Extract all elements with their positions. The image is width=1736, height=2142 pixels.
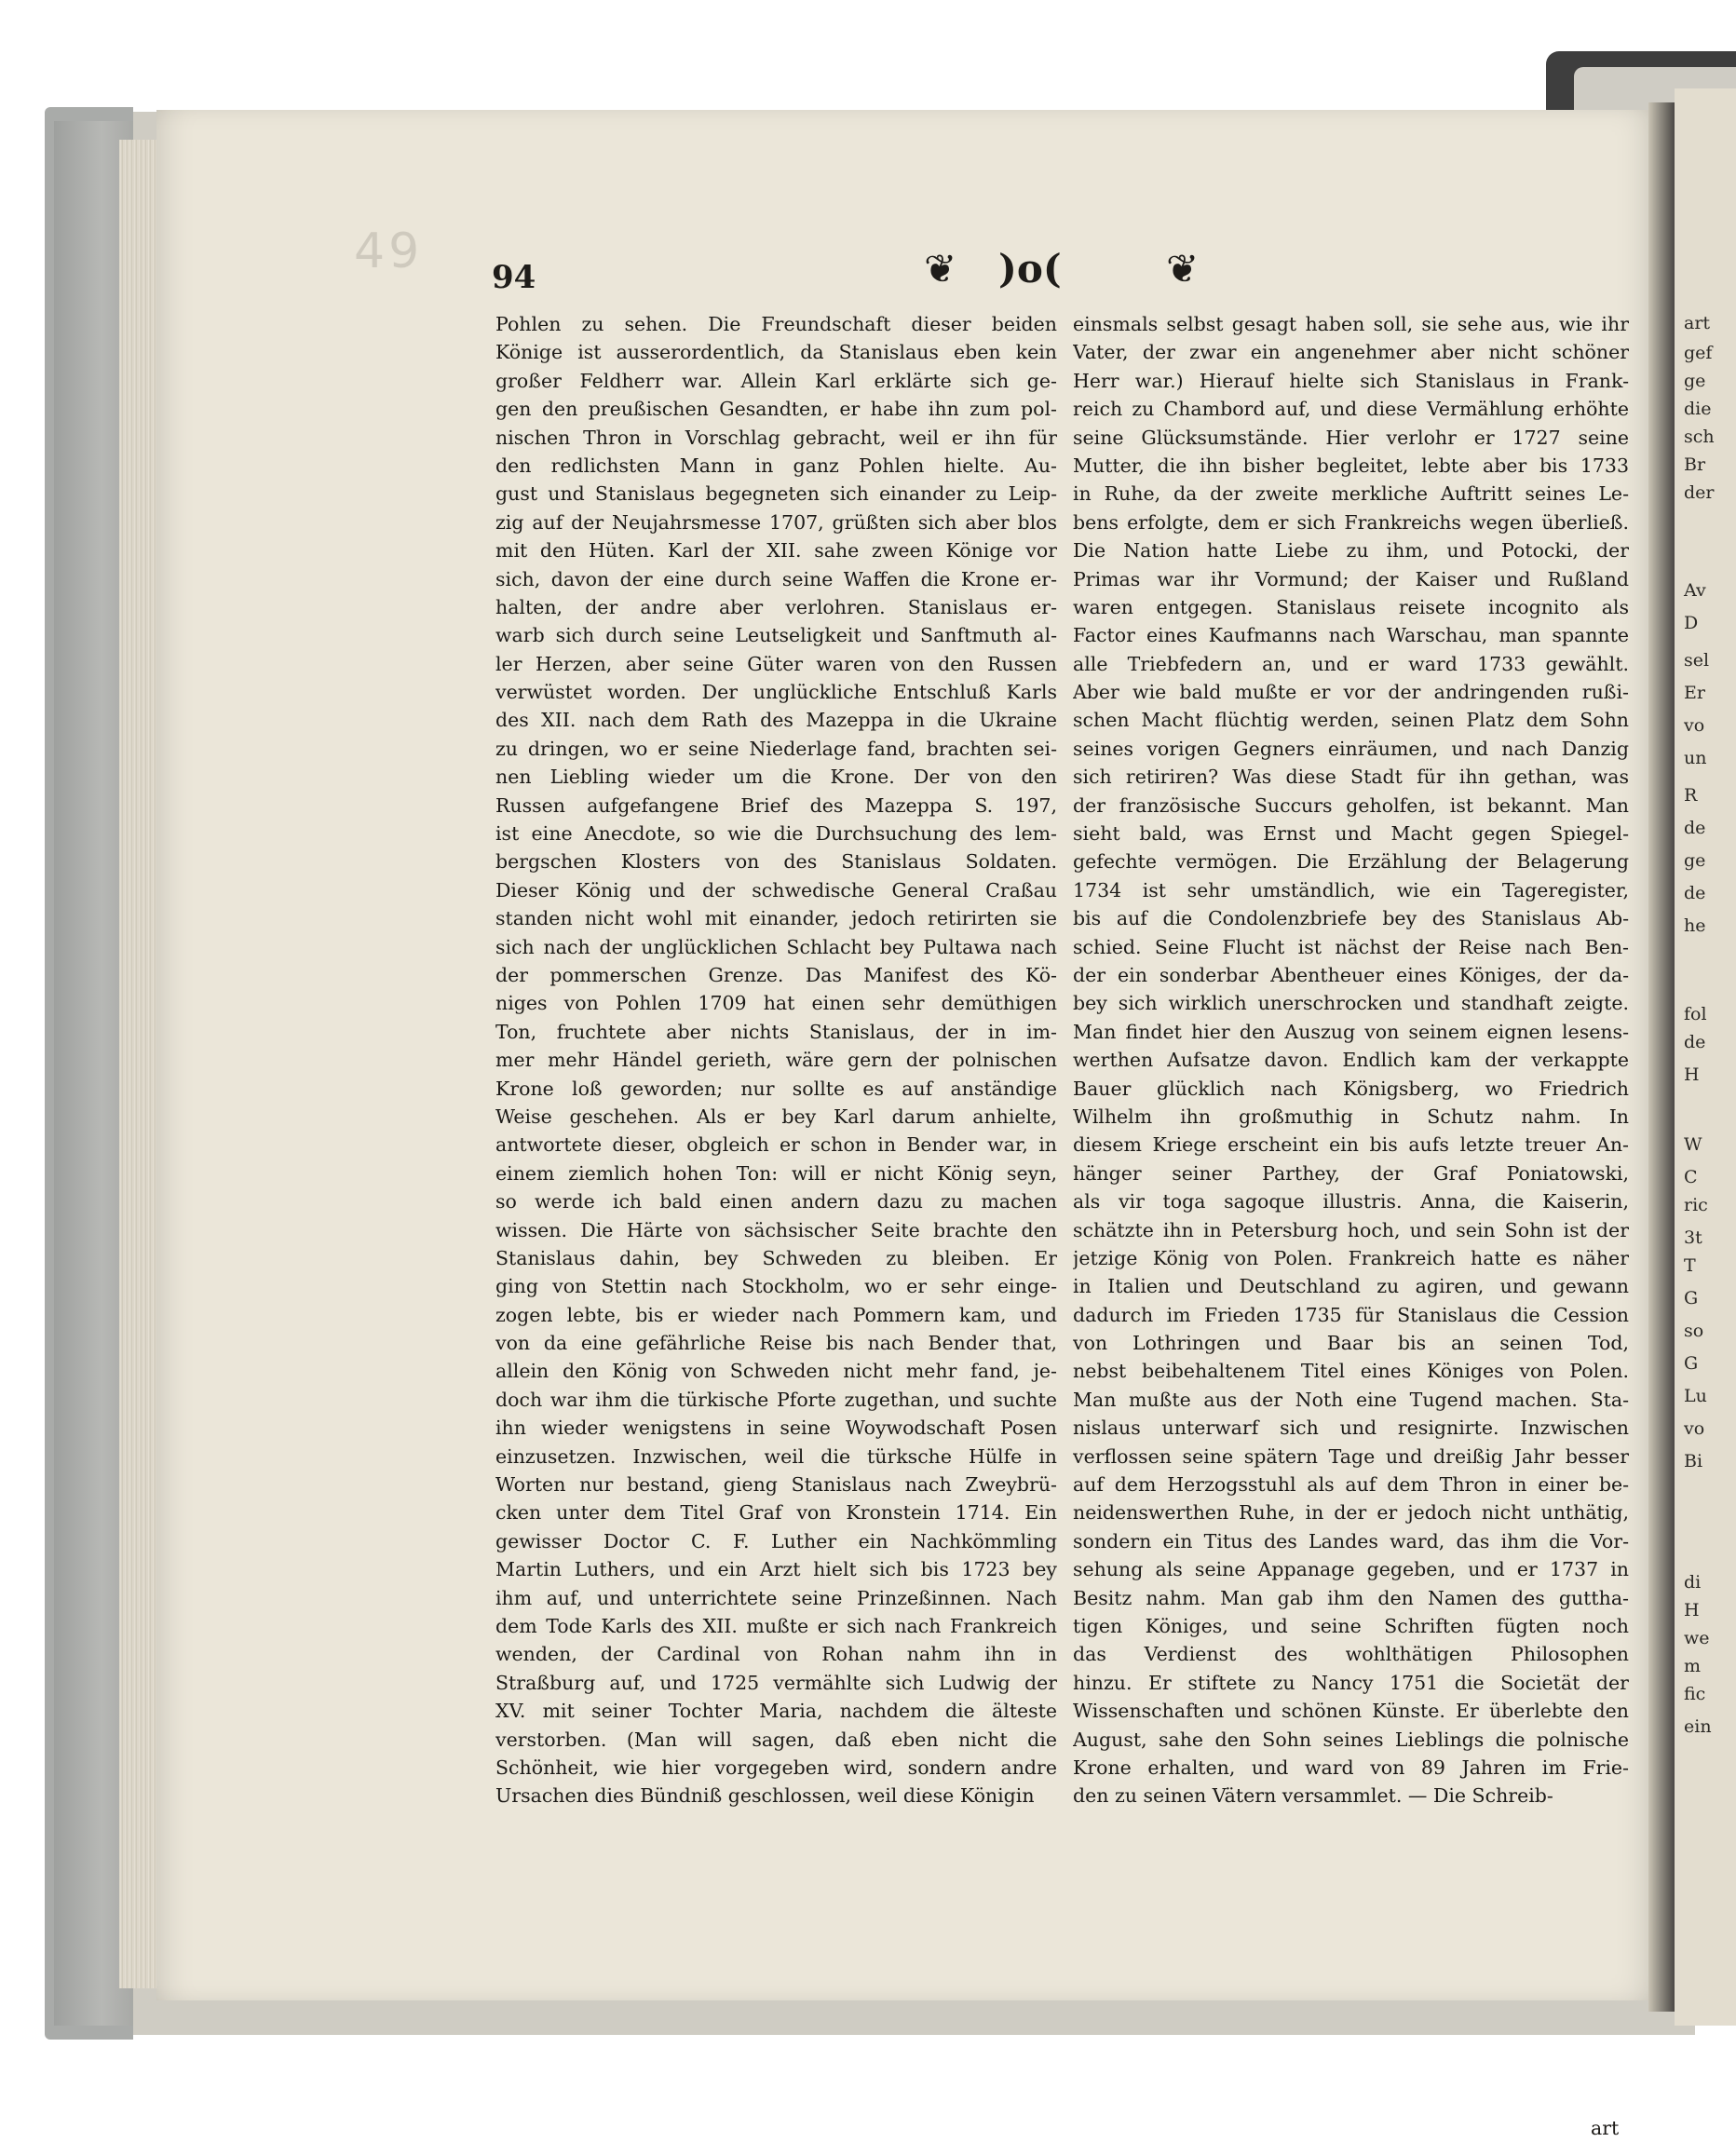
text-line: Dieser König und der schwedische General Craßau — [495, 878, 1057, 902]
text-line: jetzige König von Polen. Frankreich hatte es näher — [1073, 1246, 1629, 1269]
text-line: einzusetzen. Inzwischen, weil die türksche Hülfe in — [495, 1444, 1057, 1468]
text-line: bis auf die Condolenzbriefe bey des Stanislaus Ab- — [1073, 907, 1629, 930]
text-line: dem Tode Karls des XII. mußte er sich nach Frankreich — [495, 1614, 1057, 1637]
text-line: standen nicht wohl mit einander, jedoch retirirten sie — [495, 907, 1057, 930]
text-line: Man findet hier den Auszug von seinem eignen lesens- — [1073, 1020, 1629, 1043]
facing-page-fragment: ein — [1684, 1716, 1712, 1737]
text-line: hinzu. Er stiftete zu Nancy 1751 die Societät der — [1073, 1671, 1629, 1694]
facing-page-fragment: sel — [1684, 650, 1710, 671]
text-line: der ein sonderbar Abentheuer eines Königes, der da- — [1073, 963, 1629, 986]
facing-page-fragment: W — [1684, 1134, 1702, 1155]
facing-page-fragment: G — [1684, 1353, 1699, 1374]
facing-page-fragment: R — [1684, 785, 1698, 806]
facing-page-fragment: Av — [1684, 580, 1706, 601]
text-line: wissen. Die Härte von sächsischer Seite brachte den — [495, 1218, 1057, 1241]
text-line: Pohlen zu sehen. Die Freundschaft dieser beiden — [495, 313, 1057, 335]
right-text-column — [1073, 310, 1629, 1810]
catchword: art — [1591, 2117, 1620, 2139]
text-line: verwüstet worden. Der unglückliche Entschluß Karls — [495, 681, 1057, 704]
text-line: neidenswerthen Ruhe, in der er jedoch nicht unthätig, — [1073, 1501, 1629, 1525]
text-line: zogen lebte, bis er wieder nach Pommern kam, und — [495, 1303, 1057, 1326]
text-line: Herr war.) Hierauf hielte sich Stanislaus in Frank- — [1073, 369, 1629, 392]
text-line: Krone loß geworden; nur sollte es auf anständige — [495, 1077, 1057, 1100]
facing-page-fragment: G — [1684, 1288, 1699, 1308]
text-line: ler Herzen, aber seine Güter waren von den Russen — [495, 652, 1057, 675]
text-line: mer mehr Händel gerieth, wäre gern der polnischen — [495, 1049, 1057, 1072]
facing-page-fragment: C — [1684, 1167, 1698, 1187]
text-line: waren entgegen. Stanislaus reisete incognito als — [1073, 595, 1629, 618]
text-line: in Ruhe, da der zweite merkliche Auftritt seines Le- — [1073, 482, 1629, 506]
text-line: Wissenschaften und schönen Künste. Er überlebte den — [1073, 1700, 1629, 1723]
facing-page-fragment: D — [1684, 613, 1699, 633]
facing-page-fragment: Br — [1684, 454, 1706, 475]
text-line: zig auf der Neujahrsmesse 1707, grüßten sich aber blos — [495, 510, 1057, 534]
left-text-column — [495, 310, 1057, 1810]
text-line: verstorben. (Man will sagen, daß eben nicht die — [495, 1728, 1057, 1751]
flourish-right-icon: ❦ — [1166, 246, 1200, 291]
text-line: 1734 ist sehr umständlich, wie ein Tageregister, — [1073, 878, 1629, 902]
text-line: Straßburg auf, und 1725 vermählte sich Ludwig der — [495, 1671, 1057, 1694]
facing-page-fragment: H — [1684, 1064, 1700, 1085]
text-line: Vater, der zwar ein angenehmer aber nicht schöner — [1073, 341, 1629, 364]
facing-page-fragment: de — [1684, 818, 1706, 838]
text-line: gen den preußischen Gesandten, er habe ihn zum pol- — [495, 398, 1057, 421]
facing-page-fragment: art — [1684, 313, 1711, 333]
text-line: seine Glücksumstände. Hier verlohr er 1727 seine — [1073, 426, 1629, 449]
text-line: warb sich durch seine Leutseligkeit und Sanftmuth al- — [495, 624, 1057, 647]
text-line: so werde ich bald einen andern dazu zu machen — [495, 1190, 1057, 1213]
text-line: von da eine gefährliche Reise bis nach Bender that, — [495, 1332, 1057, 1355]
text-line: halten, der andre aber verlohren. Stanislaus er- — [495, 595, 1057, 618]
text-line: ist eine Anecdote, so wie die Durchsuchung des lem- — [495, 822, 1057, 846]
page-edges — [119, 140, 158, 1988]
page-gutter-shadow — [1648, 102, 1675, 2012]
text-line: August, sahe den Sohn seines Lieblings die polnische — [1073, 1728, 1629, 1751]
pencil-page-mark: 49 — [354, 224, 424, 279]
facing-page-fragment: die — [1684, 399, 1712, 419]
text-line: seines vorigen Gegners einräumen, und nach Danzig — [1073, 737, 1629, 760]
text-line: Ursachen dies Bündniß geschlossen, weil diese Königin — [495, 1784, 1035, 1808]
header-ornament: )o( — [998, 246, 1062, 291]
text-line: Russen aufgefangene Brief des Mazeppa S. 197, — [495, 793, 1057, 817]
text-line: des XII. nach dem Rath des Mazeppa in die Ukraine — [495, 709, 1057, 732]
text-line: doch war ihm die türkische Pforte zugethan, und suchte — [495, 1388, 1057, 1411]
text-line: nebst beibehaltenem Titel eines Königes von Polen. — [1073, 1360, 1629, 1383]
text-line: Ton, fruchtete aber nichts Stanislaus, der in im- — [495, 1020, 1057, 1043]
facing-page-fragment: gef — [1684, 343, 1713, 363]
text-line: als vir toga sagoque illustris. Anna, die Kaiserin, — [1073, 1190, 1629, 1213]
text-line: werthen Aufsatze davon. Endlich kam der verkappte — [1073, 1049, 1629, 1072]
facing-page-fragment: fol — [1684, 1004, 1707, 1024]
facing-page-fragment: ge — [1684, 371, 1706, 391]
text-line: tigen Königes, und seine Schriften fügten noch — [1073, 1614, 1629, 1637]
text-line: von Lothringen und Baar bis an seinen Tod, — [1073, 1332, 1629, 1355]
text-line: sich retiriren? Was diese Stadt für ihn gethan, was — [1073, 766, 1629, 789]
text-line: sondern ein Titus des Landes ward, das ihm die Vor- — [1073, 1529, 1629, 1552]
text-line: reich zu Chambord auf, und diese Vermählung erhöhte — [1073, 398, 1629, 421]
text-line: Aber wie bald mußte er vor der andringenden rußi- — [1073, 681, 1629, 704]
facing-page-fragment: Bi — [1684, 1451, 1703, 1471]
text-line: Primas war ihr Vormund; der Kaiser und Rußland — [1073, 567, 1629, 590]
text-line: Wilhelm ihn großmuthig in Schutz nahm. In — [1073, 1105, 1629, 1128]
text-line: Die Nation hatte Liebe zu ihm, und Potocki, der — [1073, 539, 1629, 563]
facing-page-fragment: Lu — [1684, 1386, 1707, 1406]
text-line: der französische Succurs geholfen, ist bekannt. Man — [1073, 793, 1629, 817]
facing-page-fragment: H — [1684, 1600, 1700, 1620]
facing-page-fragment: so — [1684, 1321, 1704, 1341]
facing-page-fragment: vo — [1684, 715, 1705, 736]
facing-page-fragment: ric — [1684, 1195, 1708, 1215]
text-line: den zu seinen Vätern versammlet. — Die Schreib- — [1073, 1784, 1553, 1808]
text-line: schätzte ihn in Petersburg hoch, und sein Sohn ist der — [1073, 1218, 1629, 1241]
text-line: Martin Luthers, und ein Arzt hielt sich bis 1723 bey — [495, 1558, 1057, 1581]
text-line: Factor eines Kaufmanns nach Warschau, man spannte — [1073, 624, 1629, 647]
text-line: sich, davon der eine durch seine Waffen die Krone er- — [495, 567, 1057, 590]
facing-page-fragment: ge — [1684, 850, 1706, 871]
text-line: der pommerschen Grenze. Das Manifest des Kö- — [495, 963, 1057, 986]
facing-page-fragment: 3t — [1684, 1227, 1702, 1248]
text-line: sieht bald, was Ernst und Macht gegen Spiegel- — [1073, 822, 1629, 846]
text-line: alle Triebfedern an, und er ward 1733 gewählt. — [1073, 652, 1629, 675]
page-number: 94 — [492, 259, 536, 296]
text-line: antwortete dieser, obgleich er schon in Bender war, in — [495, 1133, 1057, 1157]
facing-page-fragment: de — [1684, 1032, 1706, 1052]
text-line: schied. Seine Flucht ist nächst der Reise nach Ben- — [1073, 935, 1629, 958]
text-line: wenden, der Cardinal von Rohan nahm ihn in — [495, 1643, 1057, 1666]
text-line: Bauer glücklich nach Königsberg, wo Friedrich — [1073, 1077, 1629, 1100]
facing-page-fragment: fic — [1684, 1684, 1706, 1704]
text-line: schen Macht flüchtig werden, seinen Platz dem Sohn — [1073, 709, 1629, 732]
text-line: in Italien und Deutschland zu agiren, und gewann — [1073, 1275, 1629, 1298]
facing-page-fragment: de — [1684, 883, 1706, 903]
text-line: großer Feldherr war. Allein Karl erklärte sich ge- — [495, 369, 1057, 392]
facing-page-fragment: un — [1684, 748, 1707, 768]
facing-page-fragment: m — [1684, 1656, 1702, 1676]
facing-page-fragment: sch — [1684, 427, 1715, 447]
text-line: ging von Stettin nach Stockholm, wo er sehr einge- — [495, 1275, 1057, 1298]
facing-page-fragment: vo — [1684, 1418, 1705, 1439]
text-line: nischen Thron in Vorschlag gebracht, weil er ihn für — [495, 426, 1057, 449]
text-line: einem ziemlich hohen Ton: will er nicht König seyn, — [495, 1161, 1057, 1185]
text-line: zu dringen, wo er seine Niederlage fand, brachten sei- — [495, 737, 1057, 760]
text-line: gust und Stanislaus begegneten sich einander zu Leip- — [495, 482, 1057, 506]
text-line: auf dem Herzogsstuhl als auf dem Thron in einer be- — [1073, 1473, 1629, 1497]
text-line: einsmals selbst gesagt haben soll, sie sehe aus, wie ihr — [1073, 313, 1629, 335]
facing-page-fragment: T — [1684, 1255, 1696, 1276]
text-line: hänger seiner Parthey, der Graf Poniatowski, — [1073, 1161, 1629, 1185]
text-line: diesem Kriege erscheint ein bis aufs letzte treuer An- — [1073, 1133, 1629, 1157]
facing-page-fragment: di — [1684, 1572, 1702, 1593]
facing-page-fragment: we — [1684, 1628, 1710, 1648]
text-line: allein den König von Schweden nicht mehr fand, je- — [495, 1360, 1057, 1383]
text-line: nen Liebling wieder um die Krone. Der von den — [495, 766, 1057, 789]
text-line: sehung als seine Appanage gegeben, und er 1737 in — [1073, 1558, 1629, 1581]
text-line: gewisser Doctor C. F. Luther ein Nachkömmling — [495, 1529, 1057, 1552]
text-line: mit den Hüten. Karl der XII. sahe zween Könige vor — [495, 539, 1057, 563]
text-line: XV. mit seiner Tochter Maria, nachdem die älteste — [495, 1700, 1057, 1723]
text-line: dadurch im Frieden 1735 für Stanislaus die Cession — [1073, 1303, 1629, 1326]
text-line: Krone erhalten, und ward von 89 Jahren im Frie- — [1073, 1756, 1629, 1779]
text-line: Man mußte aus der Noth eine Tugend machen. Sta- — [1073, 1388, 1629, 1411]
text-line: cken unter dem Titel Graf von Kronstein 1714. Ein — [495, 1501, 1057, 1525]
text-line: bey sich wirklich unerschrocken und standhaft zeigte. — [1073, 992, 1629, 1015]
facing-page-fragment: der — [1684, 482, 1715, 503]
text-line: Mutter, die ihn bisher begleitet, lebte aber bis 1733 — [1073, 454, 1629, 477]
text-line: Könige ist ausserordentlich, da Stanislaus eben kein — [495, 341, 1057, 364]
text-line: Besitz nahm. Man gab ihm den Namen des guttha- — [1073, 1586, 1629, 1609]
text-line: Schönheit, wie hier vorgegeben wird, sondern andre — [495, 1756, 1057, 1779]
text-line: bergschen Klosters von des Stanislaus Soldaten. — [495, 850, 1057, 874]
text-line: Weise geschehen. Als er bey Karl darum anhielte, — [495, 1105, 1057, 1128]
text-line: ihm auf, und unterrichtete seine Prinzeßinnen. Nach — [495, 1586, 1057, 1609]
text-line: sich nach der unglücklichen Schlacht bey Pultawa nach — [495, 935, 1057, 958]
text-line: Worten nur bestand, gieng Stanislaus nach Zweybrü- — [495, 1473, 1057, 1497]
text-line: niges von Pohlen 1709 hat einen sehr demüthigen — [495, 992, 1057, 1015]
text-line: den redlichsten Mann in ganz Pohlen hielte. Au- — [495, 454, 1057, 477]
text-line: das Verdienst des wohlthätigen Philosophen — [1073, 1643, 1629, 1666]
facing-page-fragment: Er — [1684, 683, 1705, 703]
text-line: ihn wieder wenigstens in seine Woywodschaft Posen — [495, 1417, 1057, 1440]
flourish-left-icon: ❦ — [924, 246, 957, 291]
text-line: gefechte vermögen. Die Erzählung der Belagerung — [1073, 850, 1629, 874]
text-line: nislaus unterwarf sich und resignirte. Inzwischen — [1073, 1417, 1629, 1440]
text-line: verflossen seine spätern Tage und dreißig Jahr besser — [1073, 1444, 1629, 1468]
text-line: Stanislaus dahin, bey Schweden zu bleiben. Er — [495, 1246, 1057, 1269]
facing-page-fragment: he — [1684, 915, 1706, 936]
text-line: bens erfolgte, dem er sich Frankreichs wegen überließ. — [1073, 510, 1629, 534]
